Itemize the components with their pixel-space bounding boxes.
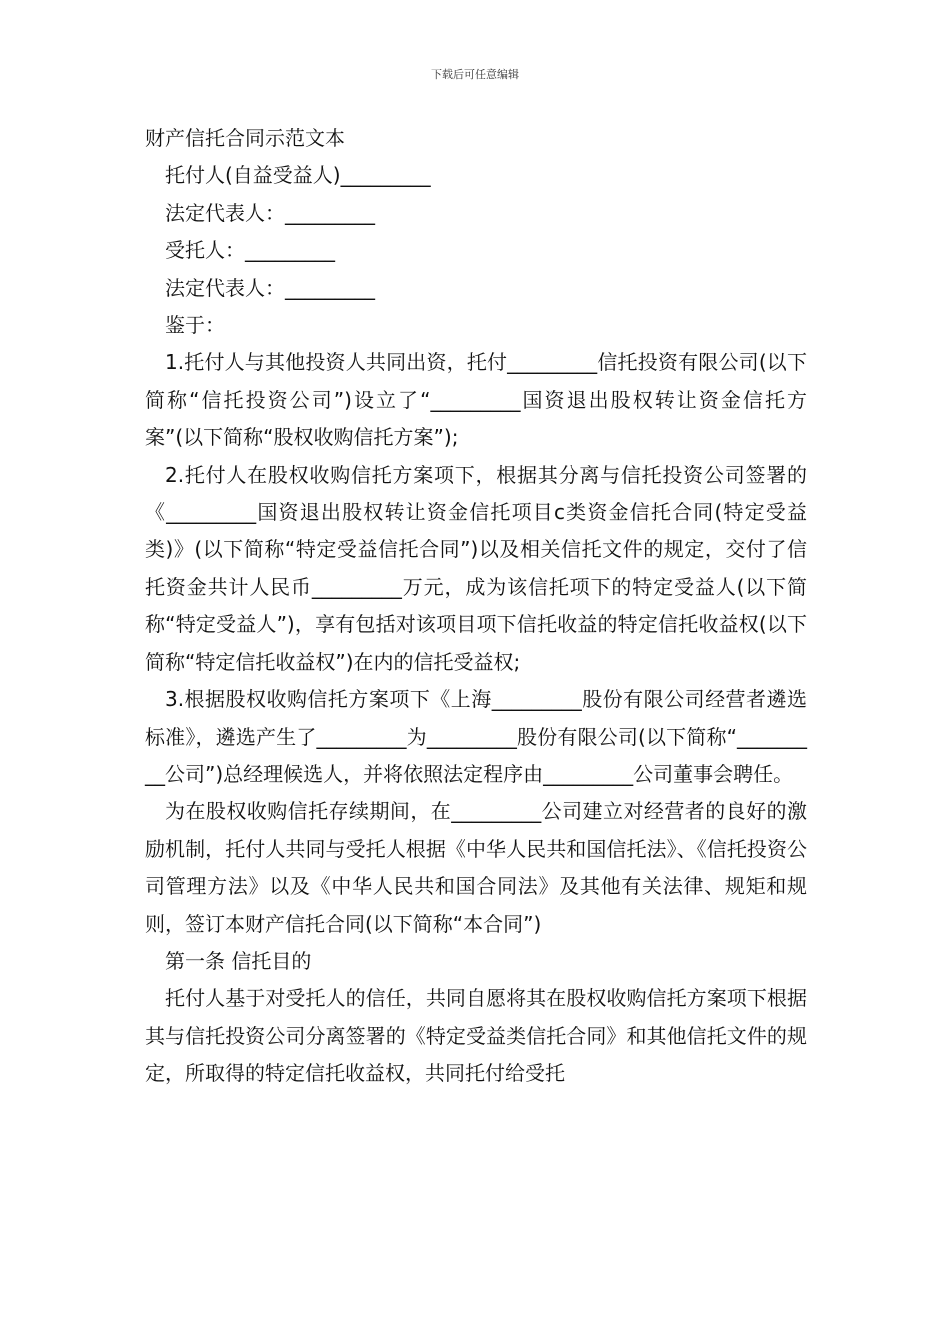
- article-1-text: 托付人基于对受托人的信任，共同自愿将其在股权收购信托方案项下根据其与信托投资公司分离签署的《特定受益类信托合同》和其他信托文件的规定，所取得的特定信托收益权，共同托付给受托: [145, 986, 807, 1086]
- document-title: 财产信托合同示范文本: [145, 126, 345, 150]
- clause-1: 1.托付人与其他投资人共同出资，托付_________信托投资有限公司(以下简称“信托投资公司”)设立了“_________国资退出股权转让资金信托方案”(以下简称“股权收购信托方案”);: [145, 350, 807, 450]
- trustor-representative-line: 法定代表人：_________: [165, 200, 375, 225]
- trustee-line: 受托人：_________: [165, 238, 335, 263]
- header-note: 下载后可任意编辑: [431, 68, 519, 81]
- trustor-line: 托付人(自益受益人)_________: [165, 163, 431, 188]
- clause-2: 2.托付人在股权收购信托方案项下，根据其分离与信托投资公司签署的《_________国资退出股权转让资金信托项目c类资金信托合同(特定受益类)》(以下简称“特定受益信托合同”)以及相关信托文件的规定，交付了信托资金共计人民币_________万元，成为该信托项下的特定受益人(以下简称“特定受益人”)，享有包括对该项目项下信托收益的特定信托收益权(以下简称“特定信托收益权”)在内的信托受益权;: [145, 462, 807, 674]
- document-body: [145, 120, 807, 1093]
- article-1-heading: 第一条 信托目的: [165, 948, 312, 973]
- whereas-heading: 鉴于：: [165, 313, 225, 338]
- purpose-paragraph: 为在股权收购信托存续期间，在_________公司建立对经营者的良好的激励机制，托付人共同与受托人根据《中华人民共和国信托法》、《信托投资公司管理方法》以及《中华人民共和国合同法》及其他有关法律、规矩和规则，签订本财产信托合同(以下简称“本合同”): [145, 799, 807, 936]
- trustee-representative-line: 法定代表人：_________: [165, 275, 375, 300]
- clause-3: 3.根据股权收购信托方案项下《上海_________股份有限公司经营者遴选标准》，遴选产生了_________为_________股份有限公司(以下简称“_________公司”)总经理候选人，并将依照法定程序由_________公司董事会聘任。: [145, 687, 807, 786]
